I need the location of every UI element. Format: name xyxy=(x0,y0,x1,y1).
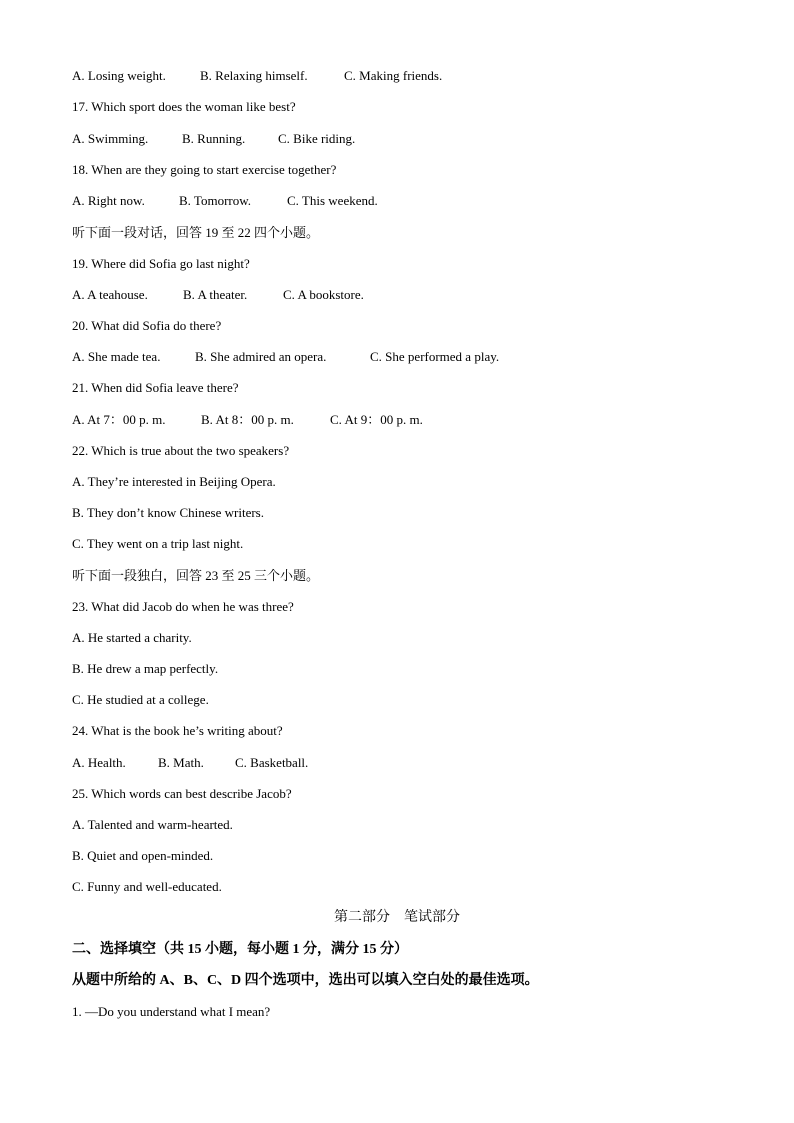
q21-options xyxy=(72,411,734,429)
q16-options xyxy=(72,67,734,85)
option-a: A. Losing weight. xyxy=(72,68,166,83)
q23-option-b: B. He drew a map perfectly. xyxy=(72,661,219,676)
listening-instruction-19-22: 听下面一段对话，回答 19 至 22 四个小题。 xyxy=(72,225,320,240)
option-b: B. Running. xyxy=(182,131,246,146)
q25-question: 25. Which words can best describe Jacob? xyxy=(72,786,292,801)
section-two-instruction: 从题中所给的 A、B、C、D 四个选项中，选出可以填入空白处的最佳选项。 xyxy=(72,973,539,988)
part-two-title: 第二部分 笔试部分 xyxy=(334,910,460,925)
q22-option-b: B. They don’t know Chinese writers. xyxy=(72,505,264,520)
option-c: C. A bookstore. xyxy=(283,287,364,302)
option-b: B. A theater. xyxy=(183,287,248,302)
q17-options xyxy=(72,130,734,148)
q23-option-c: C. He studied at a college. xyxy=(72,692,209,707)
q21-question: 21. When did Sofia leave there? xyxy=(72,380,239,395)
q22-option-c: C. They went on a trip last night. xyxy=(72,536,244,551)
q23-question: 23. What did Jacob do when he was three? xyxy=(72,599,294,614)
option-a: A. Swimming. xyxy=(72,131,149,146)
q24-question: 24. What is the book he’s writing about? xyxy=(72,723,283,738)
option-b: B. She admired an opera. xyxy=(195,349,327,364)
option-c: C. She performed a play. xyxy=(370,349,500,364)
q22-question: 22. Which is true about the two speakers? xyxy=(72,443,290,458)
q18-options xyxy=(72,192,734,210)
option-a: A. She made tea. xyxy=(72,349,161,364)
section-two-heading: 二、选择填空（共 15 小题，每小题 1 分，满分 15 分） xyxy=(72,942,408,957)
listening-instruction-23-25: 听下面一段独白，回答 23 至 25 三个小题。 xyxy=(72,568,320,583)
option-a: A. Health. xyxy=(72,755,126,770)
written-q1-question: 1. —Do you understand what I mean? xyxy=(72,1004,271,1019)
q19-options xyxy=(72,286,734,304)
q17-question: 17. Which sport does the woman like best? xyxy=(72,99,296,114)
option-b: B. Relaxing himself. xyxy=(200,68,308,83)
option-a: A. A teahouse. xyxy=(72,287,148,302)
option-b: B. Tomorrow. xyxy=(179,193,252,208)
q23-option-a: A. He started a charity. xyxy=(72,630,192,645)
option-c: C. This weekend. xyxy=(287,193,378,208)
q25-option-c: C. Funny and well-educated. xyxy=(72,879,222,894)
option-c: C. Bike riding. xyxy=(278,131,356,146)
option-c: C. At 9：00 p. m. xyxy=(330,412,423,427)
q24-options xyxy=(72,754,734,772)
option-b: B. At 8：00 p. m. xyxy=(201,412,294,427)
option-c: C. Basketball. xyxy=(235,755,309,770)
q25-option-b: B. Quiet and open-minded. xyxy=(72,848,214,863)
option-a: A. At 7：00 p. m. xyxy=(72,412,166,427)
q22-option-a: A. They’re interested in Beijing Opera. xyxy=(72,474,276,489)
option-b: B. Math. xyxy=(158,755,204,770)
q20-question: 20. What did Sofia do there? xyxy=(72,318,222,333)
q25-option-a: A. Talented and warm-hearted. xyxy=(72,817,233,832)
q20-options xyxy=(72,348,734,366)
option-a: A. Right now. xyxy=(72,193,145,208)
q19-question: 19. Where did Sofia go last night? xyxy=(72,256,250,271)
option-c: C. Making friends. xyxy=(344,68,443,83)
q18-question: 18. When are they going to start exercise together? xyxy=(72,162,337,177)
